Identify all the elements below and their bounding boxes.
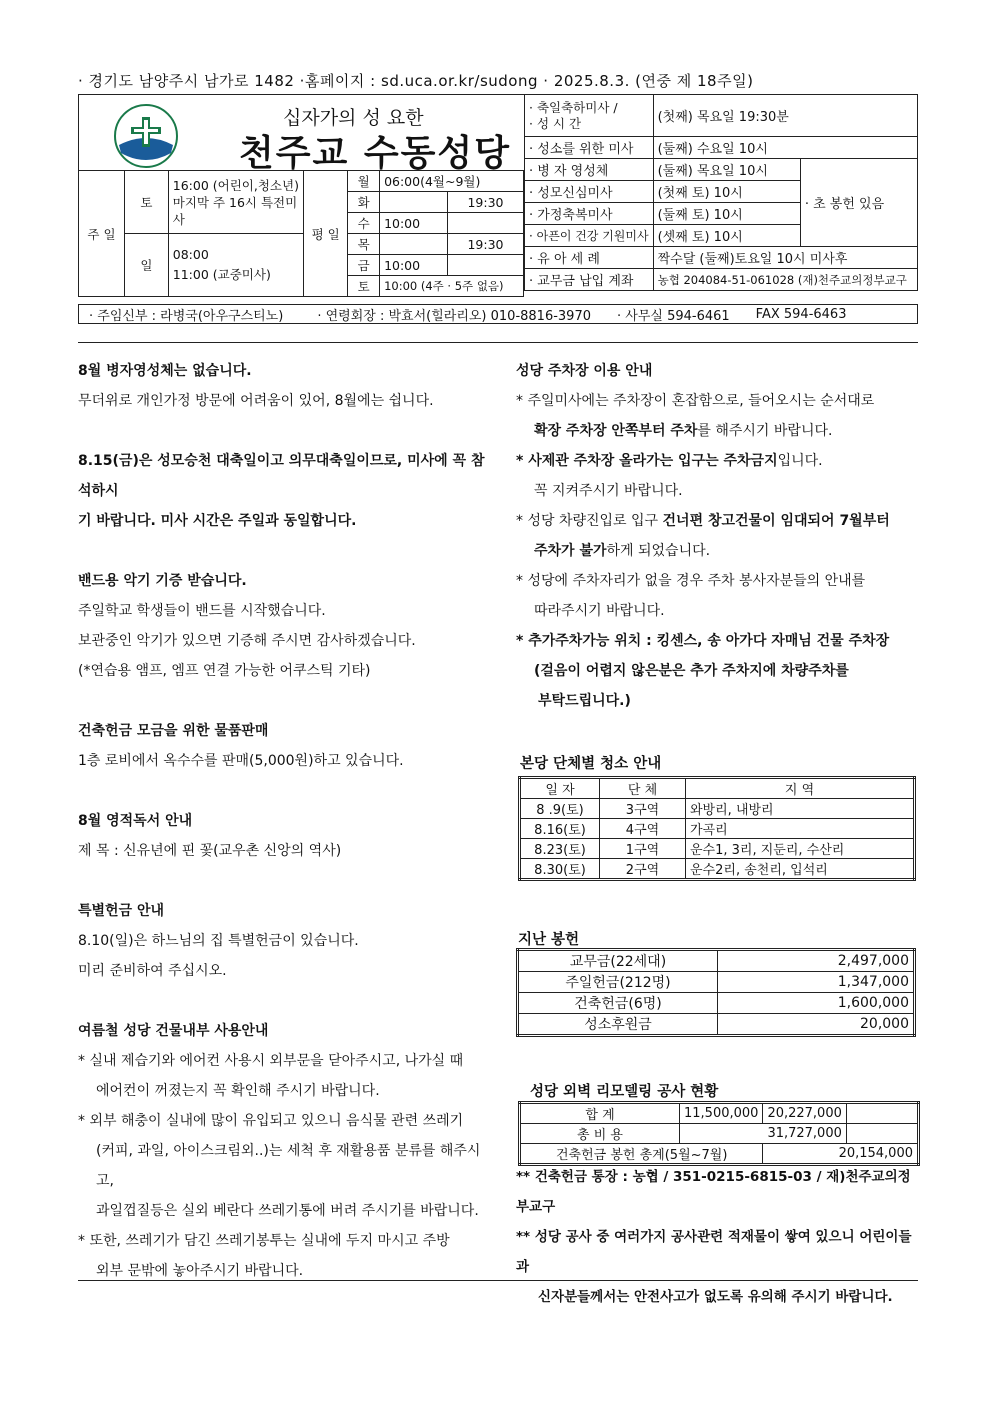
parking-line-bold: * 사제관 주차장 올라가는 입구는 주차금지	[516, 453, 778, 469]
cleaning-group: 3구역	[600, 799, 686, 819]
sunday-label: 주 일	[79, 171, 125, 297]
weekday-evening	[448, 213, 524, 234]
saturday-label: 토	[124, 171, 168, 234]
offering-amount: 2,497,000	[718, 950, 915, 972]
table-header: 일 자	[520, 778, 600, 799]
table-row	[518, 1014, 915, 1036]
renovation-amount	[846, 1103, 918, 1124]
table-row	[520, 1124, 919, 1144]
office-phone: · 사무실 594-6461	[617, 308, 730, 324]
sunday-mass-times: 08:00 11:00 (교중미사)	[168, 234, 303, 297]
offering-type: 성소후원금	[518, 1014, 718, 1036]
weekday-time	[380, 234, 448, 255]
renovation-label: 합 계	[520, 1103, 680, 1124]
table-row	[520, 819, 915, 839]
announcement-body: (커피, 과일, 아이스크림외..)는 세척 후 재활용품 분류를 해주시고,	[96, 1143, 481, 1189]
cleaning-date: 8.16(토)	[520, 819, 600, 839]
parking-line: 꼭 지켜주시기 바랍니다.	[534, 483, 683, 499]
offerings-table	[516, 948, 916, 1037]
info-value: (둘째 토) 10시	[653, 203, 800, 225]
weekday-day: 토	[348, 276, 380, 297]
offering-amount: 1,347,000	[718, 972, 915, 993]
weekday-day: 월	[348, 171, 380, 192]
weekday-day: 금	[348, 255, 380, 276]
weekday-time: 06:00(4월~9월)	[380, 171, 524, 192]
contact-bar	[78, 304, 918, 324]
cleaning-area: 와방리, 내방리	[686, 799, 915, 819]
announcement-body: 무더위로 개인가정 방문에 어려움이 있어, 8월에는 쉽니다.	[78, 393, 434, 409]
announcement-body: 1층 로비에서 옥수수를 판매(5,000원)하고 있습니다.	[78, 753, 404, 769]
bank-account-note: ** 건축헌금 통장 : 농협 / 351-0215-6815-03 / 재)천주교의정부교구	[516, 1169, 911, 1215]
cleaning-group: 2구역	[600, 859, 686, 880]
info-value: 짝수달 (둘째)토요일 10시 미사후	[653, 247, 917, 269]
offering-amount: 1,600,000	[718, 993, 915, 1014]
info-label: · 병 자 영성체	[525, 159, 654, 181]
office-fax: FAX 594-6463	[755, 306, 847, 322]
table-row	[518, 950, 915, 972]
cleaning-title: 본당 단체별 청소 안내	[520, 756, 662, 772]
info-label: · 성모신심미사	[525, 181, 654, 203]
renovation-amount: 31,727,000	[680, 1124, 847, 1144]
weekday-day: 수	[348, 213, 380, 234]
weekday-time: 10:00	[380, 255, 448, 276]
announcement-body: (*연습용 앰프, 엠프 연결 가능한 어쿠스틱 기타)	[78, 663, 371, 679]
announcement-body: * 또한, 쓰레기가 담긴 쓰레기봉투는 실내에 두지 마시고 주방	[78, 1233, 450, 1249]
parking-line-bold: 건너편 창고건물이 임대되어 7월부터	[662, 513, 890, 529]
table-row	[520, 1103, 919, 1124]
table-header: 단 체	[600, 778, 686, 799]
sunday-day-label: 일	[124, 234, 168, 297]
info-label: · 유 아 세 례	[525, 247, 654, 269]
church-name: 천주교 수동성당	[239, 133, 511, 174]
info-value: (둘째) 목요일 10시	[653, 159, 800, 181]
safety-note: 신자분들께서는 안전사고가 없도록 유의해 주시기 바랍니다.	[538, 1289, 893, 1305]
info-value: (첫째 토) 10시	[653, 181, 800, 203]
table-header: 지 역	[686, 778, 915, 799]
parking-line-bold: 확장 주차장 안쪽부터 주차	[534, 423, 698, 439]
info-value: (첫째) 목요일 19:30분	[653, 95, 917, 137]
cleaning-group: 1구역	[600, 839, 686, 859]
announcement-title: 8월 영적독서 안내	[78, 813, 193, 829]
parking-notice	[516, 356, 918, 716]
left-announcements	[78, 356, 490, 1286]
renovation-amount: 20,227,000	[763, 1103, 846, 1124]
cleaning-area: 가곡리	[686, 819, 915, 839]
info-value: (셋째 토) 10시	[653, 225, 800, 247]
parking-line: * 주일미사에는 주차장이 혼잡함으로, 들어오시는 순서대로	[516, 393, 875, 409]
renovation-status-table	[518, 1101, 920, 1166]
cleaning-date: 8.23(토)	[520, 839, 600, 859]
safety-note: ** 성당 공사 중 여러가지 공사관련 적재물이 쌓여 있으니 어린이들과	[516, 1229, 912, 1275]
cleaning-date: 8.30(토)	[520, 859, 600, 880]
info-value: 농협 204084-51-061028 (재)천주교의정부교구	[653, 269, 917, 291]
announcement-body: 보관중인 악기가 있으면 기증해 주시면 감사하겠습니다.	[78, 633, 416, 649]
offering-type: 주일헌금(212명)	[518, 972, 718, 993]
announcement-body: * 실내 제습기와 에어컨 사용시 외부문을 닫아주시고, 나가실 때	[78, 1053, 464, 1069]
parking-line: 입니다.	[777, 453, 823, 469]
info-label: · 가정축복미사	[525, 203, 654, 225]
funeral-chair-contact: · 연령회장 : 박효서(힐라리오) 010-8816-3970	[317, 308, 591, 324]
weekday-time: 10:00	[380, 213, 448, 234]
announcement-title: 기 바랍니다. 미사 시간은 주일과 동일합니다.	[78, 513, 357, 529]
parking-line: 하게 되었습니다.	[606, 543, 711, 559]
announcement-title: 밴드용 악기 기증 받습니다.	[78, 573, 247, 589]
special-mass-table	[524, 94, 918, 291]
renovation-label: 건축헌금 봉헌 총계(5월~7월)	[520, 1144, 763, 1165]
candle-note: · 초 봉헌 있음	[800, 159, 917, 247]
announcement-body: 과일껍질등은 실외 베란다 쓰레기통에 버려 주시기를 바랍니다.	[96, 1203, 479, 1219]
table-row	[520, 859, 915, 880]
announcement-body: 에어컨이 꺼졌는지 꼭 확인해 주시기 바랍니다.	[96, 1083, 380, 1099]
mass-schedule-table	[78, 170, 524, 297]
parking-line: 를 해주시기 바랍니다.	[697, 423, 833, 439]
parking-line: * 성당 차량진입로 입구	[516, 513, 663, 529]
renovation-amount: 11,500,000	[680, 1103, 763, 1124]
announcement-title: 여름철 성당 건물내부 사용안내	[78, 1023, 269, 1039]
announcement-title: 특별헌금 안내	[78, 903, 165, 919]
info-label: · 교무금 납입 계좌	[525, 269, 654, 291]
weekday-day: 화	[348, 192, 380, 213]
weekday-time	[380, 192, 448, 213]
info-label: · 성소를 위한 미사	[525, 137, 654, 159]
info-label: · 아픈이 건강 기원미사	[525, 225, 654, 247]
cleaning-area: 운수2리, 송천리, 입석리	[686, 859, 915, 880]
parking-line-bold: * 추가주차가능 위치 : 킹센스, 송 아가다 자매님 건물 주차장	[516, 633, 890, 649]
table-row	[520, 799, 915, 819]
table-row	[518, 972, 915, 993]
info-label: · 축일축하미사 / · 성 시 간	[525, 95, 654, 137]
weekday-time: 10:00 (4주 · 5주 없음)	[380, 276, 524, 297]
parking-line-bold: (걸음이 어렵지 않은분은 추가 주차지에 차량주차를	[534, 663, 849, 679]
parking-line: 따라주시기 바랍니다.	[534, 603, 665, 619]
weekday-evening: 19:30	[448, 192, 524, 213]
weekday-evening: 19:30	[448, 234, 524, 255]
cleaning-schedule-table	[518, 776, 916, 881]
weekday-evening	[448, 255, 524, 276]
renovation-notes	[516, 1162, 918, 1312]
church-title-block	[78, 94, 524, 174]
announcement-body: 미리 준비하여 주십시오.	[78, 963, 227, 979]
church-logo-icon	[113, 103, 179, 169]
announcement-title: 건축헌금 모금을 위한 물품판매	[78, 723, 269, 739]
offerings-title: 지난 봉헌	[518, 932, 580, 948]
renovation-title: 성당 외벽 리모델링 공사 현황	[530, 1084, 719, 1100]
info-value: (둘째) 수요일 10시	[653, 137, 917, 159]
renovation-label: 총 비 용	[520, 1124, 680, 1144]
announcement-body: 외부 문밖에 놓아주시기 바랍니다.	[96, 1263, 304, 1279]
announcement-body: * 외부 해충이 실내에 많이 유입되고 있으니 음식물 관련 쓰레기	[78, 1113, 464, 1129]
weekday-day: 목	[348, 234, 380, 255]
offering-amount: 20,000	[718, 1014, 915, 1036]
weekday-label: 평 일	[304, 171, 348, 297]
saturday-mass-times: 16:00 (어린이,청소년) 마지막 주 16시 특전미사	[168, 171, 303, 234]
parking-line: * 성당에 주차자리가 없을 경우 주차 봉사자분들의 안내를	[516, 573, 866, 589]
announcement-body: 주일학교 학생들이 밴드를 시작했습니다.	[78, 603, 326, 619]
cleaning-group: 4구역	[600, 819, 686, 839]
divider	[78, 342, 918, 343]
announcement-title: 8월 병자영성체는 없습니다.	[78, 363, 252, 379]
parking-line-bold: 주차가 불가	[534, 543, 607, 559]
parking-title: 성당 주차장 이용 안내	[516, 363, 653, 379]
offering-type: 건축헌금(6명)	[518, 993, 718, 1014]
renovation-amount	[846, 1124, 918, 1144]
table-row	[518, 993, 915, 1014]
offering-type: 교무금(22세대)	[518, 950, 718, 972]
announcement-body: 제 목 : 신유년에 핀 꽃(교우촌 신앙의 역사)	[78, 843, 342, 859]
cleaning-date: 8 .9(토)	[520, 799, 600, 819]
parking-line-bold: 부탁드립니다.)	[538, 693, 631, 709]
announcement-body: 8.10(일)은 하느님의 집 특별헌금이 있습니다.	[78, 933, 359, 949]
announcement-title: 8.15(금)은 성모승천 대축일이고 의무대축일이므로, 미사에 꼭 참석하시	[78, 453, 485, 499]
cleaning-area: 운수1, 3리, 지둔리, 수산리	[686, 839, 915, 859]
renovation-amount: 20,154,000	[763, 1144, 919, 1165]
pastor-name: · 주임신부 : 라병국(아우구스티노)	[89, 308, 284, 324]
header-info-line: · 경기도 남양주시 남가로 1482 ·홈페이지 : sd.uca.or.kr/sudong · 2025.8.3. (연중 제 18주일)	[78, 72, 754, 90]
patron-saint: 십자가의 성 요한	[283, 107, 424, 129]
table-row	[520, 839, 915, 859]
